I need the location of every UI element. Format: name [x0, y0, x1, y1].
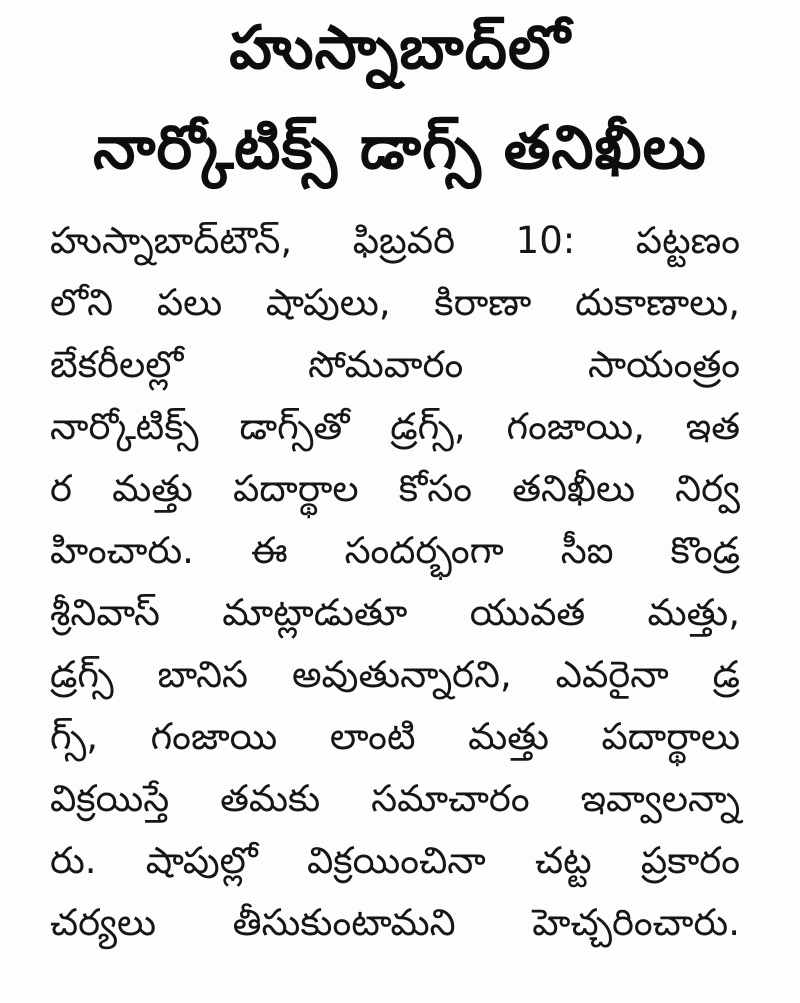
article-body: [50, 210, 740, 954]
body-line: బేకరీలల్లో సోమవారం సాయంత్రం: [50, 343, 740, 386]
body-line: చర్యలు తీసుకుంటామని హెచ్చరించారు.: [50, 901, 740, 944]
body-line: గ్స్, గంజాయి లాంటి మత్తు పదార్థాలు: [50, 715, 740, 758]
headline-line-2: నార్కోటిక్స్ డాగ్స్ తనిఖీలు: [93, 113, 707, 183]
body-line: నార్కోటిక్స్ డాగ్స్‌తో డ్రగ్స్, గంజాయి, ఇత: [50, 405, 740, 448]
body-line: డ్రగ్స్ బానిస అవుతున్నారని, ఎవరైనా డ్ర: [50, 653, 740, 696]
body-line: విక్రయిస్తే తమకు సమాచారం ఇవ్వాలన్నా: [50, 777, 740, 820]
body-line: ర మత్తు పదార్థాల కోసం తనిఖీలు నిర్వ: [50, 467, 740, 510]
body-line: రు. షాపుల్లో విక్రయించినా చట్ట ప్రకారం: [50, 839, 740, 882]
body-line: హించారు. ఈ సందర్భంగా సీఐ కొండ్ర: [50, 529, 740, 572]
body-line: హుస్నాబాద్‌టౌన్, ఫిబ్రవరి 10: పట్టణం: [50, 219, 740, 262]
body-line: లోని పలు షాపులు, కిరాణా దుకాణాలు,: [50, 281, 740, 324]
body-line: శ్రీనివాస్ మాట్లాడుతూ యువత మత్తు,: [50, 591, 740, 634]
headline-line-1: హుస్నాబాద్‌లో: [229, 13, 571, 83]
